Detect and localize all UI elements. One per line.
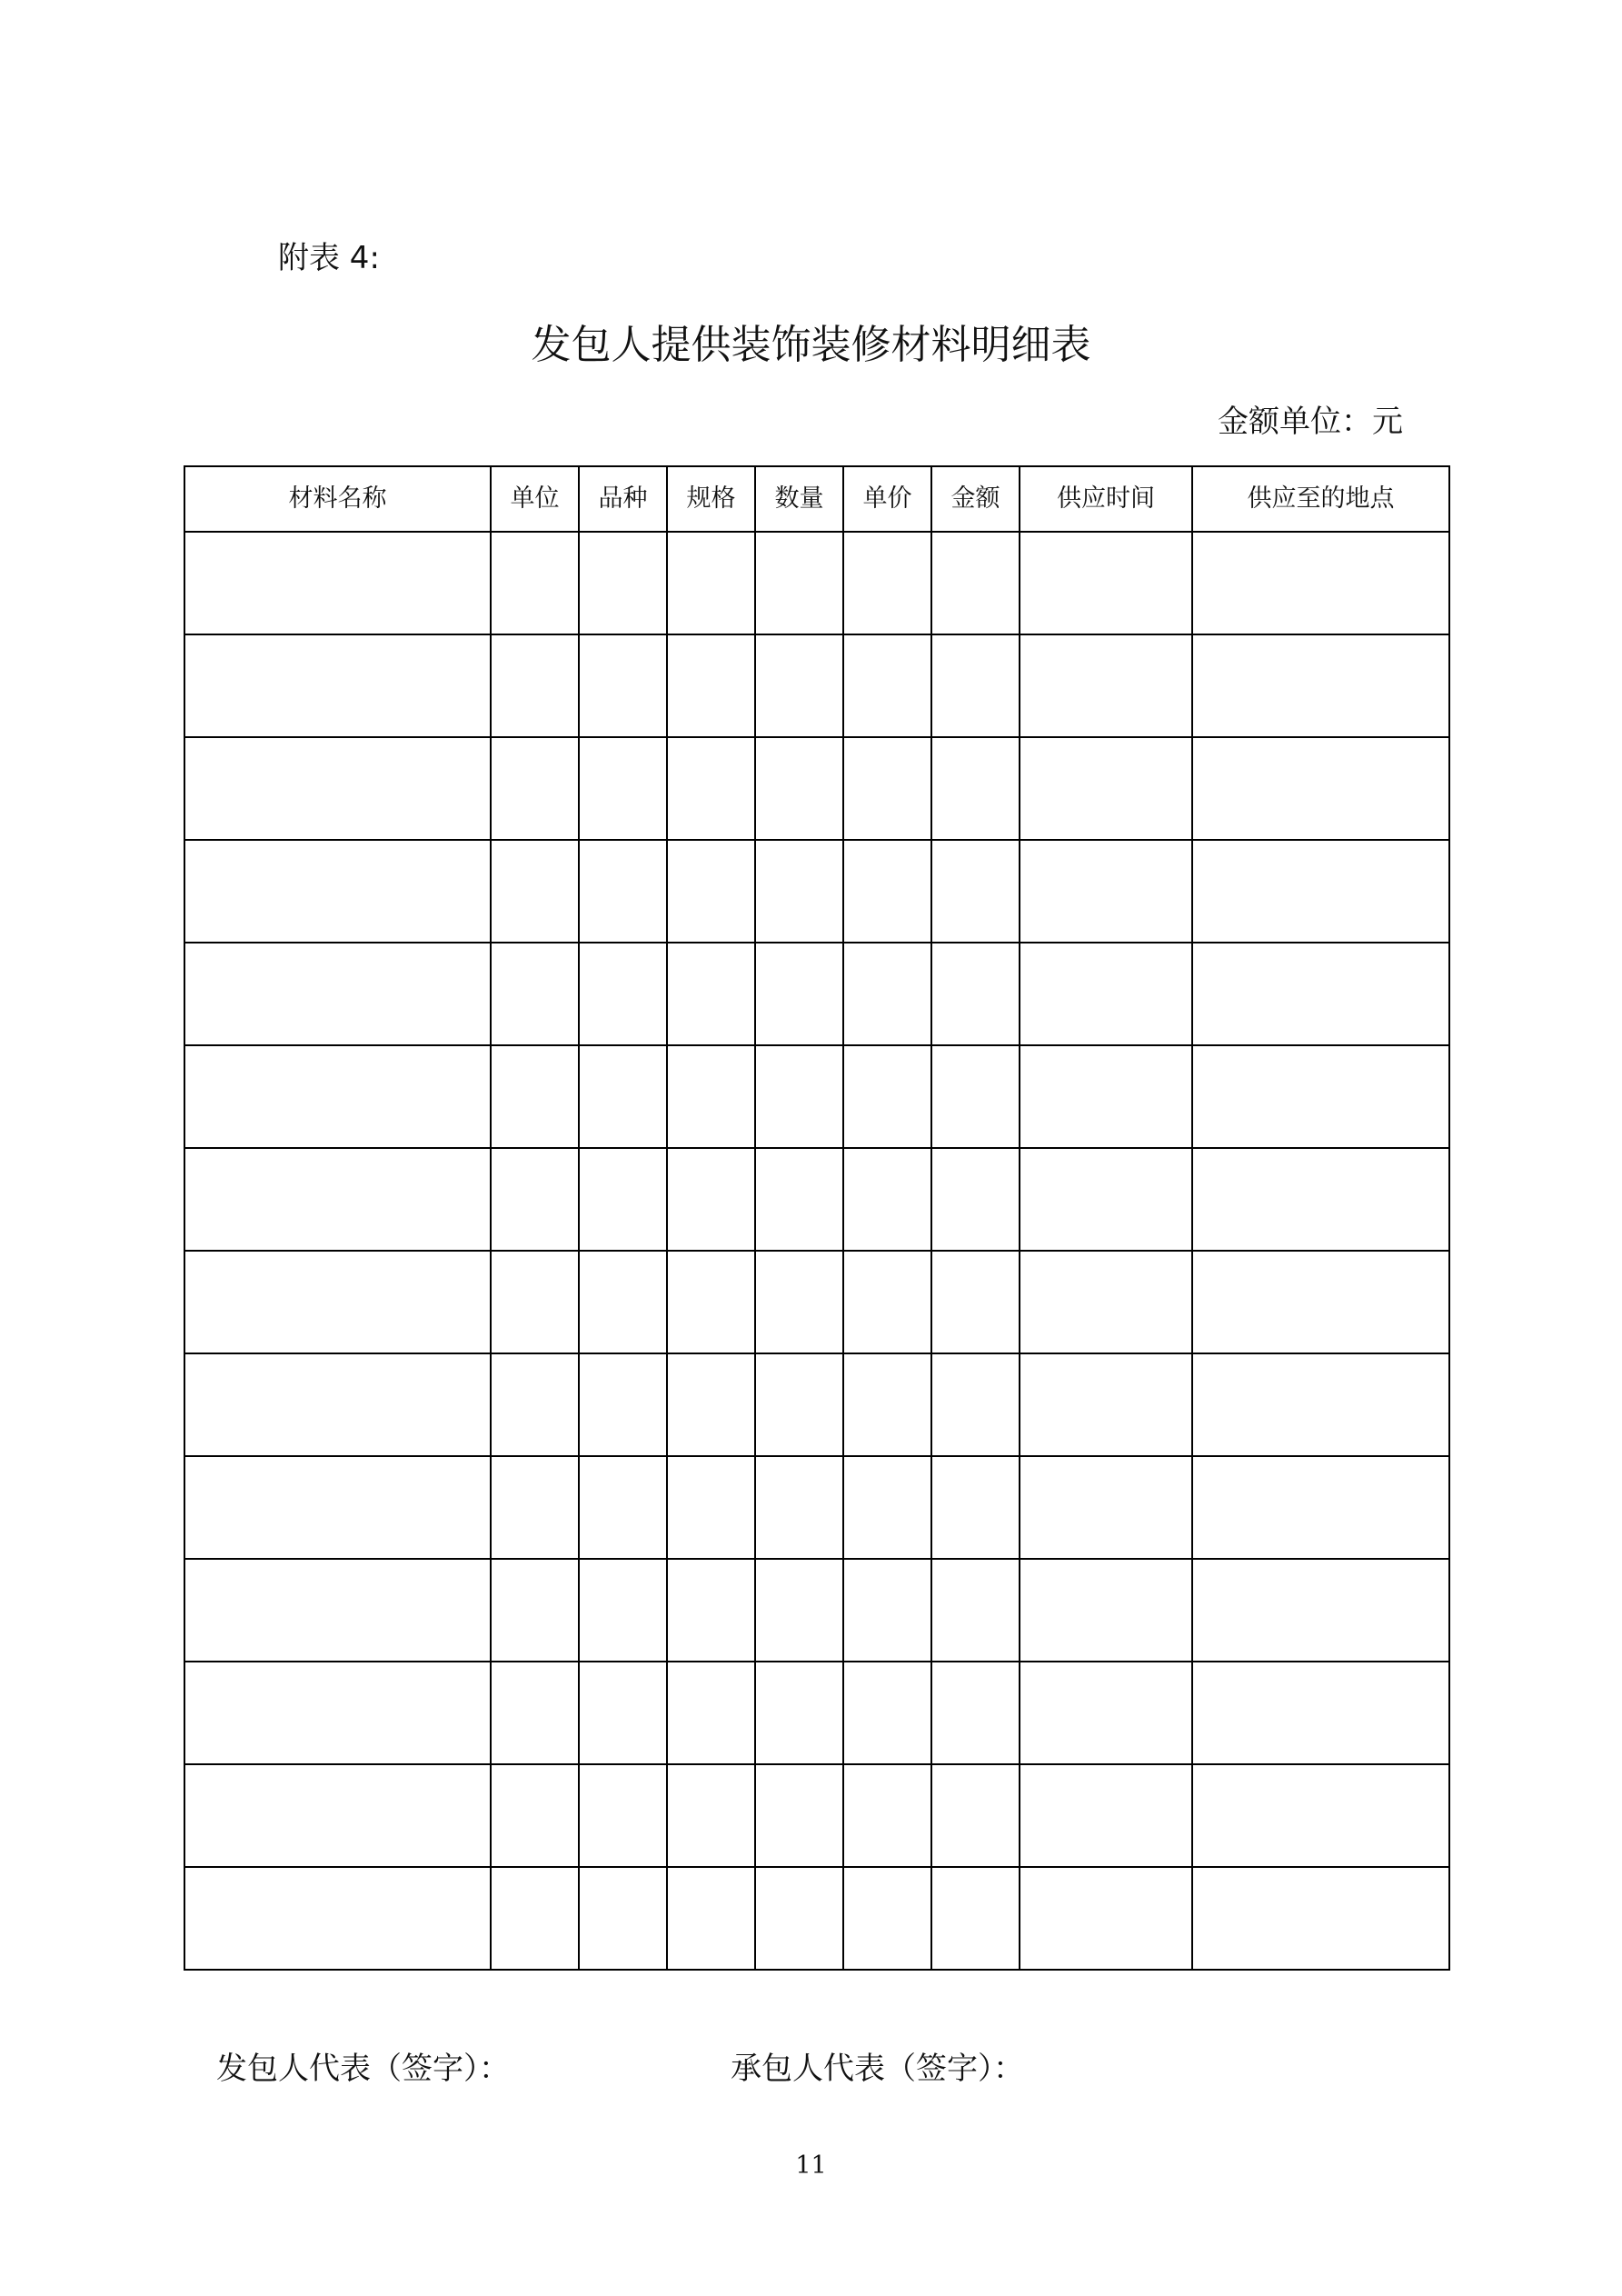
table-header-row [184,466,1449,532]
annex-label: 附表 4: [278,240,380,276]
table-cell[interactable] [184,1662,491,1764]
table-cell[interactable] [843,1764,931,1867]
table-cell[interactable] [184,737,491,840]
table-cell[interactable] [1192,1353,1449,1456]
table-cell[interactable] [491,634,579,737]
table-cell[interactable] [931,1353,1020,1456]
table-cell[interactable] [755,1045,843,1148]
table-cell[interactable] [491,1353,579,1456]
table-cell[interactable] [1192,943,1449,1045]
table-cell[interactable] [667,1559,755,1662]
table-row [184,1867,1449,1970]
table-cell[interactable] [843,1251,931,1353]
table-cell[interactable] [1020,1456,1192,1559]
table-row [184,1148,1449,1251]
table-cell[interactable] [491,1251,579,1353]
table-cell[interactable] [843,634,931,737]
table-cell[interactable] [755,943,843,1045]
document-title: 发包人提供装饰装修材料明细表 [531,322,1091,368]
table-cell[interactable] [843,943,931,1045]
header-variety: 品种 [579,466,667,532]
table-row [184,1559,1449,1662]
table-cell[interactable] [579,1353,667,1456]
table-cell[interactable] [667,1764,755,1867]
table-cell[interactable] [184,1764,491,1867]
contractor-signature-label: 承包人代表（签字）： [731,2051,1024,2087]
table-row [184,1456,1449,1559]
table-cell[interactable] [755,1353,843,1456]
table-cell[interactable] [579,1867,667,1970]
table-cell[interactable] [579,1251,667,1353]
table-cell[interactable] [667,634,755,737]
table-cell[interactable] [491,840,579,943]
header-supply-time: 供应时间 [1020,466,1192,532]
table-cell[interactable] [667,1662,755,1764]
table-cell[interactable] [1192,1148,1449,1251]
table-cell[interactable] [667,1867,755,1970]
table-cell[interactable] [843,1867,931,1970]
table-cell[interactable] [1020,1251,1192,1353]
table-cell[interactable] [1020,1867,1192,1970]
table-cell[interactable] [667,1353,755,1456]
table-cell[interactable] [843,1045,931,1148]
table-row [184,1045,1449,1148]
table-cell[interactable] [1020,840,1192,943]
table-cell[interactable] [579,1148,667,1251]
table-cell[interactable] [931,1867,1020,1970]
table-cell[interactable] [667,943,755,1045]
table-cell[interactable] [1020,1353,1192,1456]
header-unit: 单位 [491,466,579,532]
header-material-name: 材料名称 [184,466,491,532]
table-body [184,532,1449,1970]
table-cell[interactable] [931,840,1020,943]
table-cell[interactable] [184,1456,491,1559]
table-cell[interactable] [843,532,931,634]
table-cell[interactable] [1192,737,1449,840]
table-cell[interactable] [491,1045,579,1148]
table-cell[interactable] [579,1045,667,1148]
table-cell[interactable] [184,1251,491,1353]
table-cell[interactable] [931,634,1020,737]
table-cell[interactable] [491,1456,579,1559]
header-quantity: 数量 [755,466,843,532]
table-cell[interactable] [491,532,579,634]
table-cell[interactable] [1020,943,1192,1045]
table-cell[interactable] [755,1559,843,1662]
table-cell[interactable] [1020,1045,1192,1148]
employer-signature-label: 发包人代表（签字）： [216,2051,510,2087]
table-cell[interactable] [1192,840,1449,943]
table-cell[interactable] [1192,1867,1449,1970]
table-cell[interactable] [491,1148,579,1251]
table-cell[interactable] [1192,1456,1449,1559]
table-cell[interactable] [184,532,491,634]
table-cell[interactable] [579,1559,667,1662]
table-cell[interactable] [491,1662,579,1764]
table-cell[interactable] [1192,1045,1449,1148]
table-cell[interactable] [1192,1559,1449,1662]
table-cell[interactable] [184,634,491,737]
table-cell[interactable] [579,1662,667,1764]
table-cell[interactable] [579,840,667,943]
table-cell[interactable] [843,1559,931,1662]
table-row [184,1251,1449,1353]
page-number: 11 [795,2151,827,2180]
table-cell[interactable] [491,1764,579,1867]
table-row [184,737,1449,840]
table-cell[interactable] [579,737,667,840]
table-cell[interactable] [1020,634,1192,737]
table-row [184,532,1449,634]
table-cell[interactable] [491,737,579,840]
table-cell[interactable] [184,1148,491,1251]
table-cell[interactable] [184,943,491,1045]
table-cell[interactable] [931,532,1020,634]
table-cell[interactable] [931,1045,1020,1148]
table-row [184,1764,1449,1867]
table-cell[interactable] [579,532,667,634]
table-cell[interactable] [491,1867,579,1970]
table-cell[interactable] [755,1251,843,1353]
table-cell[interactable] [1192,634,1449,737]
amount-unit-note: 金额单位：元 [1218,404,1403,440]
table-cell[interactable] [931,1662,1020,1764]
table-cell[interactable] [667,532,755,634]
table-cell[interactable] [1192,1662,1449,1764]
table-cell[interactable] [755,1456,843,1559]
table-cell[interactable] [184,1867,491,1970]
table-cell[interactable] [579,634,667,737]
table-cell[interactable] [931,943,1020,1045]
material-table [184,465,1450,1971]
table-cell[interactable] [184,1559,491,1662]
table-cell[interactable] [1020,737,1192,840]
table-cell[interactable] [1020,532,1192,634]
table-cell[interactable] [667,737,755,840]
table-cell[interactable] [755,1662,843,1764]
table-cell[interactable] [843,840,931,943]
header-unit-price: 单价 [843,466,931,532]
header-supply-location: 供应至的地点 [1192,466,1449,532]
table-cell[interactable] [667,1045,755,1148]
table-cell[interactable] [931,1456,1020,1559]
table-cell[interactable] [1192,1764,1449,1867]
table-cell[interactable] [667,1456,755,1559]
table-cell[interactable] [931,1148,1020,1251]
table-cell[interactable] [1020,1148,1192,1251]
table-row [184,1353,1449,1456]
table-cell[interactable] [667,840,755,943]
table-row [184,1662,1449,1764]
table-cell[interactable] [667,1148,755,1251]
table-cell[interactable] [755,1148,843,1251]
table-cell[interactable] [579,1456,667,1559]
table-cell[interactable] [1192,532,1449,634]
table-cell[interactable] [579,943,667,1045]
table-cell[interactable] [1020,1559,1192,1662]
table-cell[interactable] [755,840,843,943]
table-cell[interactable] [843,1353,931,1456]
table-cell[interactable] [931,737,1020,840]
table-cell[interactable] [755,634,843,737]
table-cell[interactable] [1020,1764,1192,1867]
table-cell[interactable] [579,1764,667,1867]
table-cell[interactable] [931,1764,1020,1867]
table-cell[interactable] [184,1045,491,1148]
table-cell[interactable] [755,737,843,840]
table-cell[interactable] [843,1456,931,1559]
table-row [184,634,1449,737]
table-cell[interactable] [184,840,491,943]
table-cell[interactable] [667,1251,755,1353]
table-cell[interactable] [843,737,931,840]
table-cell[interactable] [755,532,843,634]
table-cell[interactable] [755,1867,843,1970]
table-cell[interactable] [1192,1251,1449,1353]
table-cell[interactable] [491,1559,579,1662]
table-cell[interactable] [755,1764,843,1867]
table-row [184,840,1449,943]
table-cell[interactable] [843,1148,931,1251]
table-cell[interactable] [491,943,579,1045]
header-specification: 规格 [667,466,755,532]
table-row [184,943,1449,1045]
table-cell[interactable] [931,1559,1020,1662]
table-cell[interactable] [843,1662,931,1764]
table-cell[interactable] [931,1251,1020,1353]
header-amount: 金额 [931,466,1020,532]
table-cell[interactable] [184,1353,491,1456]
table-cell[interactable] [1020,1662,1192,1764]
